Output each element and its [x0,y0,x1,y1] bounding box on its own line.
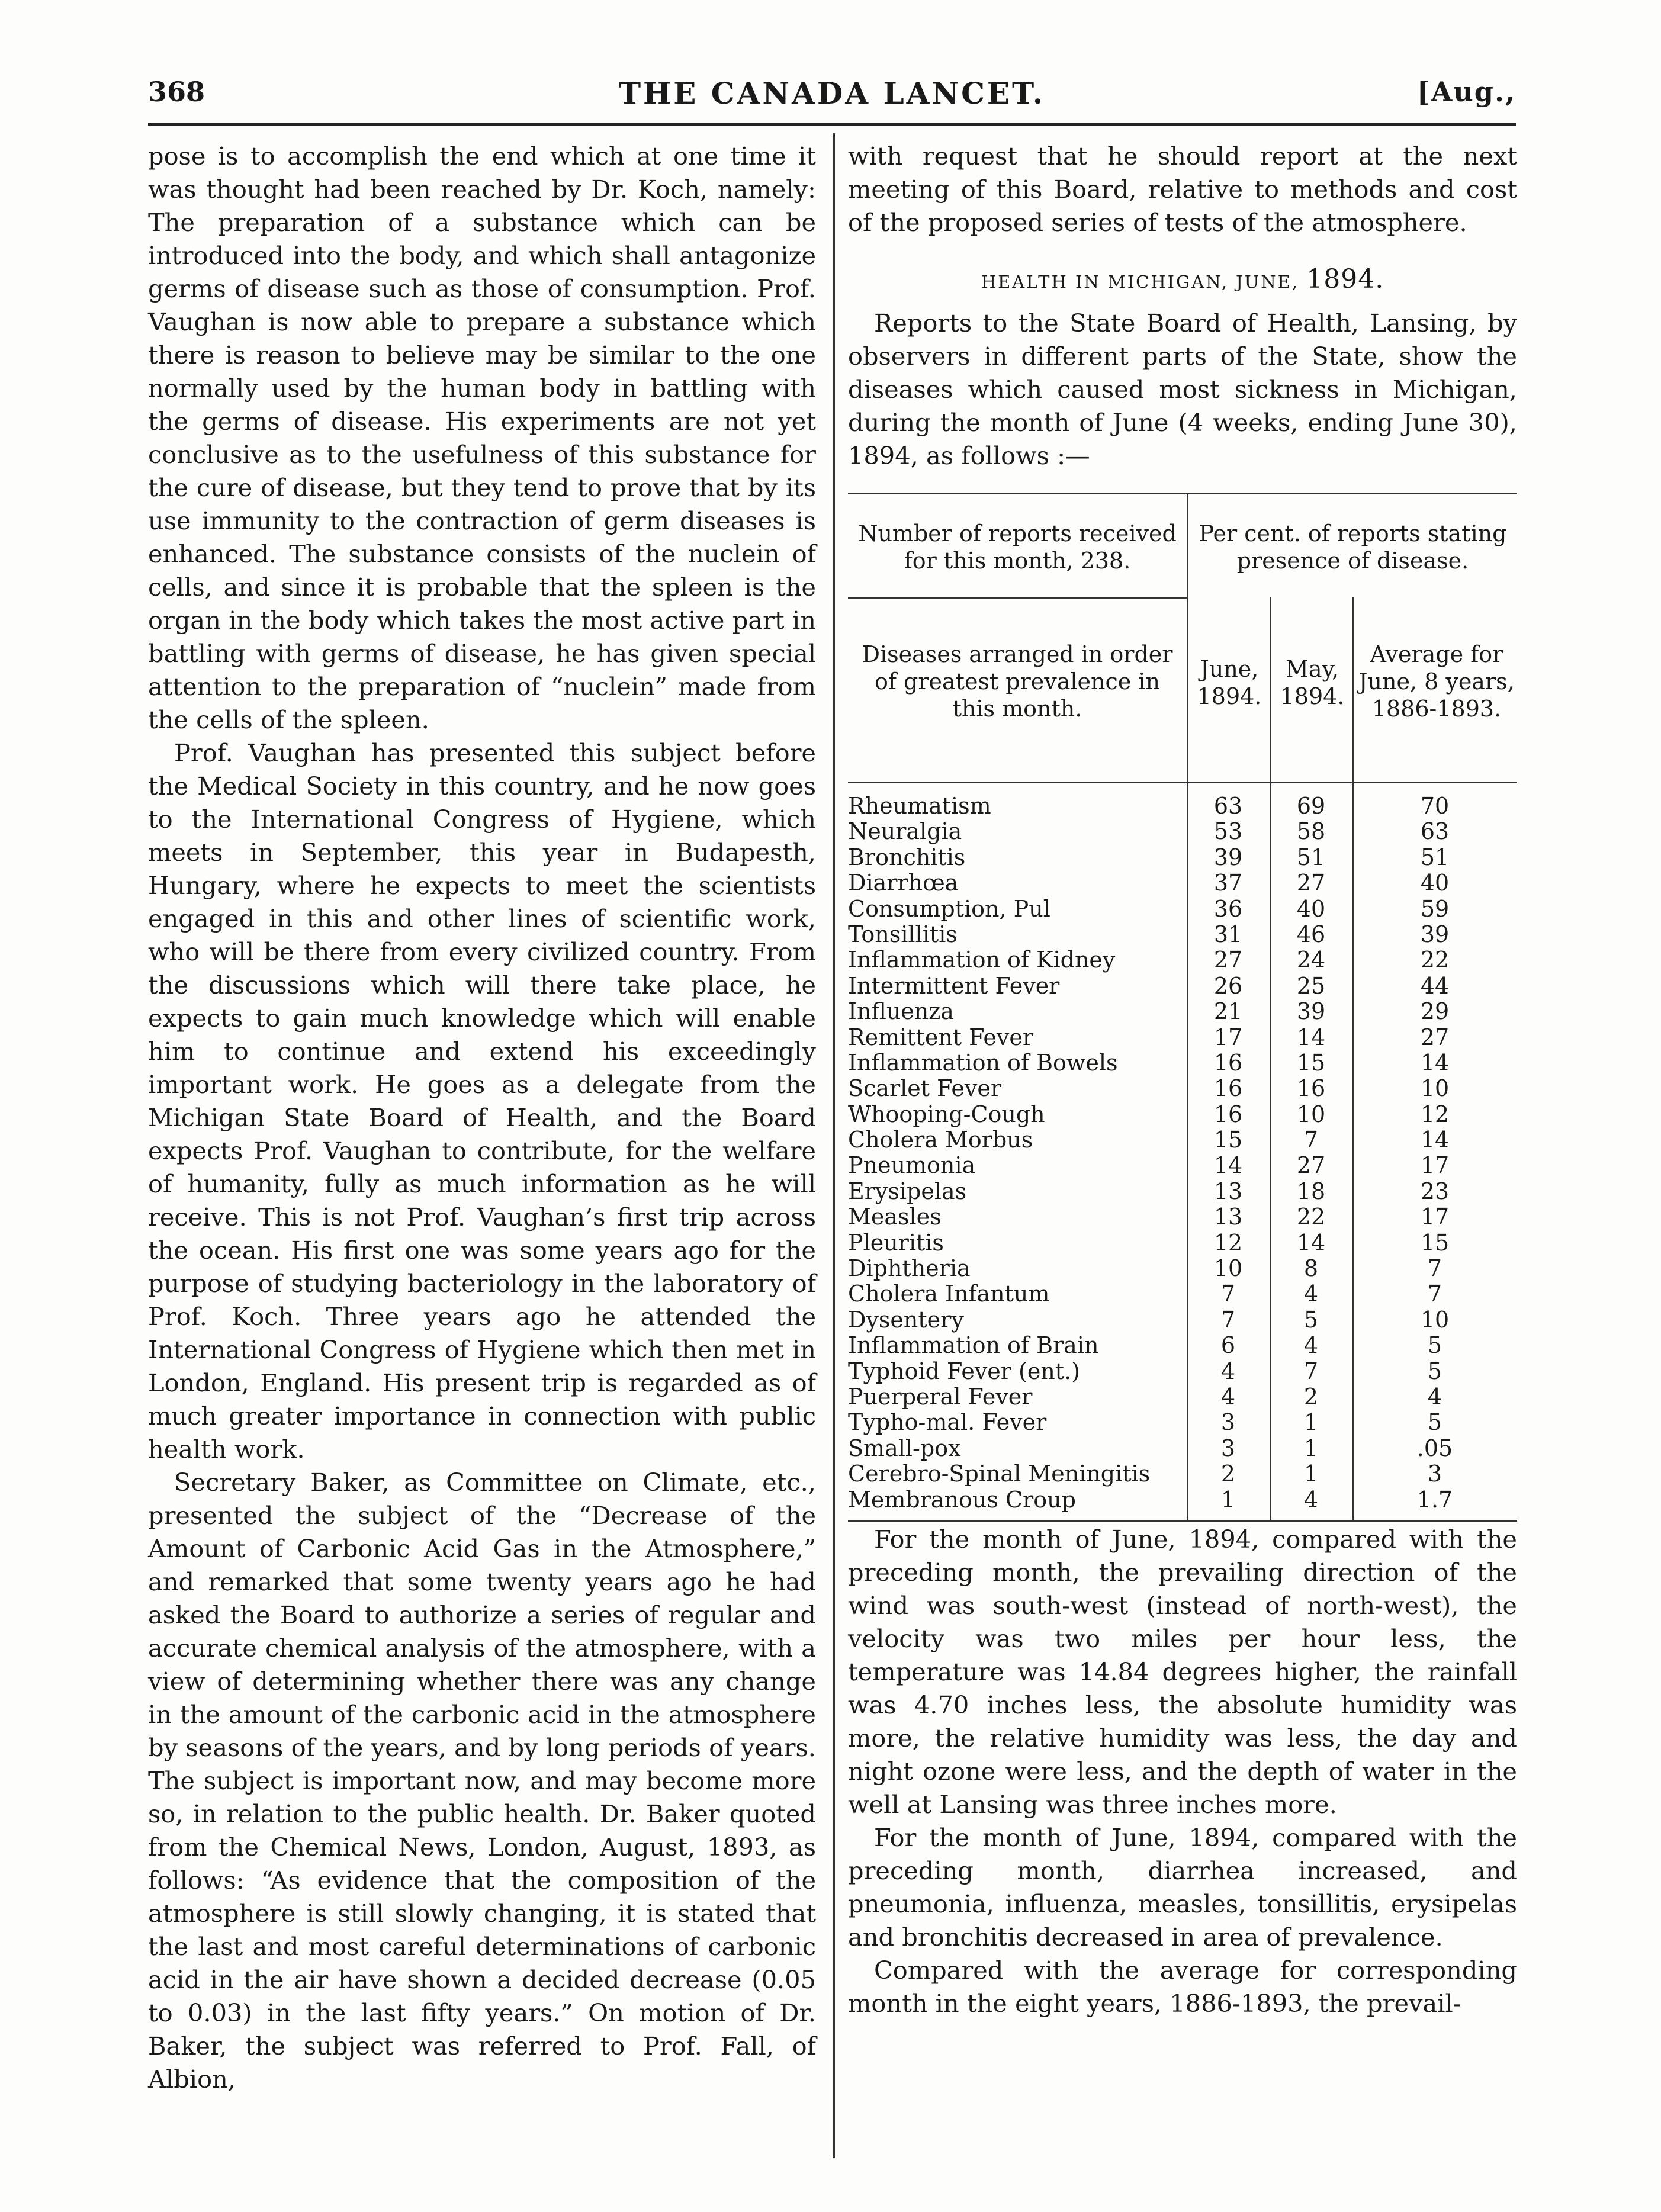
value-cell: 63 [1420,819,1450,845]
right-column [848,140,1517,2020]
value-cell: 51 [1296,844,1326,870]
percent-header: Per cent. of reports stating presence of disease. [1199,520,1507,574]
section-heading [848,263,1517,298]
value-cell: 40 [1420,870,1450,896]
disease-name-cell: Influenza [848,999,954,1025]
paragraph: Prof. Vaughan has presented this subject before the Medical Society in this country, and he now goes to the International Congress of Hygiene, which meets in September, this year in Budapesth, Hungary, where he expects to meet the scientists engaged in this and other lines of scientific work, who will be there from every civilized country. From the discussions which will there take place, he expects to gain much knowledge which will enable him to continue and extend his exceedingly important work. He goes as a delegate from the Michigan State Board of Health, and the Board expects Prof. Vaughan to contribute, for the welfare of humanity, fully as much information as he will receive. This is not Prof. Vaughan’s first trip across the ocean. His first one was some years ago for the purpose of studying bacteriology in the laboratory of Prof. Koch. Three years ago he attended the International Congress of Hygiene which then met in London, England. His present trip is regarded as of much greater importance in connection with public health work. [148,738,816,1464]
value-cell: .05 [1416,1435,1453,1461]
average-header: Average for June, 8 years, 1886-1893. [1358,641,1515,722]
june-header: June, 1894. [1197,656,1262,709]
value-cell: 1 [1303,1410,1319,1436]
value-cell: 59 [1420,896,1450,922]
value-cell: 2 [1220,1461,1236,1487]
value-cell: 16 [1296,1076,1326,1102]
disease-name-cell: Typhoid Fever (ent.) [848,1358,1080,1384]
disease-name-cell: Puerperal Fever [848,1384,1033,1410]
value-cell: 25 [1296,973,1326,999]
value-cell: 4 [1303,1333,1319,1359]
column-divider [833,133,835,2158]
value-cell: 13 [1213,1204,1243,1230]
value-cell: 63 [1213,793,1243,819]
value-cell: 17 [1420,1153,1450,1179]
value-cell: 58 [1296,819,1326,845]
disease-name-cell: Scarlet Fever [848,1076,1002,1102]
value-cell: 4 [1303,1487,1319,1513]
value-cell: 36 [1213,896,1243,922]
paragraph: Secretary Baker, as Committee on Climate, etc., presented the subject of the “Decrease of the Amount of Carbonic Acid Gas in the Atmosphere,” and remarked that some twenty years ago he had asked the Board to authorize a series of regular and accurate chemical analysis of the atmosphere, with a view of determining whether there was any change in the amount of the carbonic acid in the atmosphere by seasons of the years, and by long periods of years. The subject is important now, and may become more so, in relation to the public health. Dr. Baker quoted from the Chemical News, London, August, 1893, as follows: “As evidence that the composition of the atmosphere is still slowly changing, it is stated that the last and most careful determinations of carbonic acid in the air have shown a decided decrease (0.05 to 0.03) in the last fifty years.” On motion of Dr. Baker, the subject was referred to Prof. Fall, of Albion, [148,1468,816,2094]
disease-name-cell: Diphtheria [848,1256,971,1282]
value-cell: 37 [1213,870,1243,896]
disease-name-cell: Pneumonia [848,1153,976,1179]
disease-names [848,793,1187,1513]
value-cell: 44 [1420,973,1450,999]
value-cell: 3 [1427,1461,1442,1487]
value-cell: 17 [1420,1204,1450,1230]
disease-name-cell: Measles [848,1204,942,1230]
value-cell: 12 [1213,1230,1243,1256]
disease-name-cell: Cholera Infantum [848,1281,1050,1307]
value-cell: 10 [1420,1076,1450,1102]
value-cell: 15 [1420,1230,1450,1256]
value-cell: 14 [1420,1050,1450,1076]
left-column [148,140,816,2096]
disease-name-cell: Bronchitis [848,844,966,870]
value-cell: 10 [1420,1307,1450,1333]
journal-title: THE CANADA LANCET. [618,76,1046,111]
value-cell: 1 [1220,1487,1236,1513]
paragraph: For the month of June, 1894, compared with the preceding month, diarrhea increased, and pneumonia, influenza, measles, tonsillitis, erysipelas and bronchitis decreased in area of prevalence. [848,1823,1517,1951]
value-cell: 4 [1303,1281,1319,1307]
disease-name-cell: Remittent Fever [848,1024,1034,1050]
value-cell: 18 [1296,1178,1326,1204]
issue-month: [Aug., [1416,76,1516,108]
value-cell: 17 [1213,1024,1243,1050]
disease-name-cell: Cholera Morbus [848,1127,1033,1153]
value-cell: 13 [1213,1178,1243,1204]
value-cell: 5 [1427,1333,1442,1359]
value-cell: 16 [1213,1050,1243,1076]
value-cell: 14 [1420,1127,1450,1153]
value-cell: 7 [1220,1281,1236,1307]
paragraph: pose is to accomplish the end which at one time it was thought had been reached by Dr. Koch, namely: The preparation of a substance which can be introduced into the body, and which shall antagonize germs of disease such as those of consumption. Prof. Vaughan is now able to prepare a substance which there is reason to believe may be similar to the one normally used by the human body in battling with the germs of disease. His experiments are not yet conclusive as to the usefulness of this substance for the cure of disease, but they tend to prove that by its use immunity to the contraction of germ diseases is enhanced. The substance consists of the nuclein of cells, and since it is probable that the spleen is the organ in the body which takes the most active part in battling with germs of disease, he has given special attention to the preparation of “nuclein” made from the cells of the spleen. [148,142,816,734]
value-cell: 6 [1220,1333,1236,1359]
value-cell: 3 [1220,1435,1236,1461]
table-rule [848,782,1517,783]
disease-name-cell: Intermittent Fever [848,973,1060,999]
disease-name-cell: Pleuritis [848,1230,944,1256]
table-rule [848,493,1517,494]
may-values [1270,793,1352,1513]
value-cell: 27 [1296,1153,1326,1179]
value-cell: 10 [1213,1256,1243,1282]
paragraph: Reports to the State Board of Health, Lansing, by observers in different parts of the State, show the diseases which caused most sickness in Michigan, during the month of June (4 weeks, ending June 30), 1894, as follows :— [848,308,1517,470]
value-cell: 4 [1220,1384,1236,1410]
value-cell: 29 [1420,999,1450,1025]
value-cell: 15 [1296,1050,1326,1076]
value-cell: 27 [1213,947,1243,973]
disease-name-cell: Tonsillitis [848,921,958,947]
page-number: 368 [148,76,205,108]
disease-name-cell: Small-pox [848,1435,961,1461]
value-cell: 8 [1303,1256,1319,1282]
value-cell: 5 [1303,1307,1319,1333]
value-cell: 16 [1213,1076,1243,1102]
value-cell: 40 [1296,896,1326,922]
value-cell: 14 [1296,1230,1326,1256]
value-cell: 22 [1296,1204,1326,1230]
value-cell: 5 [1427,1358,1442,1384]
value-cell: 70 [1420,793,1450,819]
disease-name-cell: Membranous Croup [848,1487,1076,1513]
header-rule [148,123,1516,126]
page-header [148,76,1516,117]
section-heading-text: HEALTH IN MICHIGAN, JUNE, [981,272,1299,292]
disease-name-cell: Neuralgia [848,819,962,845]
value-cell: 14 [1213,1153,1243,1179]
disease-name-cell: Inflammation of Kidney [848,947,1116,973]
reports-header: Number of reports received for this month, 238. [858,520,1177,574]
disease-name-cell: Cerebro-Spinal Meningitis [848,1461,1151,1487]
value-cell: 7 [1303,1127,1319,1153]
disease-name-cell: Dysentery [848,1307,964,1333]
value-cell: 39 [1420,921,1450,947]
value-cell: 51 [1420,844,1450,870]
disease-name-cell: Diarrhœa [848,870,959,896]
disease-name-cell: Consumption, Pul [848,896,1050,922]
value-cell: 24 [1296,947,1326,973]
paragraph: For the month of June, 1894, compared with the preceding month, the prevailing direction of the wind was south-west (instead of north-west), the velocity was two miles per hour less, the temperature was 14.84 degrees higher, the rainfall was 4.70 inches less, the absolute humidity was more, the relative humidity was less, the day and night ozone were less, and the depth of water in the well at Lansing was three inches more. [848,1525,1517,1819]
value-cell: 14 [1296,1024,1326,1050]
value-cell: 69 [1296,793,1326,819]
value-cell: 7 [1303,1358,1319,1384]
value-cell: 10 [1296,1101,1326,1127]
value-cell: 1 [1303,1435,1319,1461]
value-cell: 26 [1213,973,1243,999]
value-cell: 7 [1427,1256,1442,1282]
average-values [1352,793,1517,1513]
disease-name-cell: Rheumatism [848,793,991,819]
disease-name-cell: Inflammation of Bowels [848,1050,1118,1076]
value-cell: 5 [1427,1410,1442,1436]
value-cell: 46 [1296,921,1326,947]
value-cell: 39 [1296,999,1326,1025]
value-cell: 4 [1427,1384,1442,1410]
value-cell: 27 [1420,1024,1450,1050]
value-cell: 12 [1420,1101,1450,1127]
disease-name-cell: Inflammation of Brain [848,1333,1099,1359]
paragraph: Compared with the average for corresponding month in the eight years, 1886-1893, the prevail- [848,1956,1517,2018]
value-cell: 15 [1213,1127,1243,1153]
value-cell: 21 [1213,999,1243,1025]
disease-name-cell: Typho-mal. Fever [848,1410,1047,1436]
disease-table [848,493,1517,1523]
disease-header: Diseases arranged in order of greatest prevalence in this month. [862,641,1173,722]
value-cell: 3 [1220,1410,1236,1436]
may-header: May, 1894. [1280,656,1345,709]
table-rule [848,597,1187,599]
value-cell: 23 [1420,1178,1450,1204]
paragraph: with request that he should report at the next meeting of this Board, relative to methods and cost of the proposed series of tests of the atmosphere. [848,142,1517,237]
value-cell: 1.7 [1416,1487,1453,1513]
value-cell: 16 [1213,1101,1243,1127]
value-cell: 7 [1220,1307,1236,1333]
value-cell: 53 [1213,819,1243,845]
section-heading-year: 1894. [1306,264,1384,294]
disease-name-cell: Whooping-Cough [848,1101,1045,1127]
june-values [1187,793,1270,1513]
value-cell: 39 [1213,844,1243,870]
value-cell: 1 [1303,1461,1319,1487]
value-cell: 31 [1213,921,1243,947]
value-cell: 27 [1296,870,1326,896]
value-cell: 2 [1303,1384,1319,1410]
disease-name-cell: Erysipelas [848,1178,967,1204]
value-cell: 7 [1427,1281,1442,1307]
value-cell: 22 [1420,947,1450,973]
table-rule [848,1520,1517,1522]
value-cell: 4 [1220,1358,1236,1384]
